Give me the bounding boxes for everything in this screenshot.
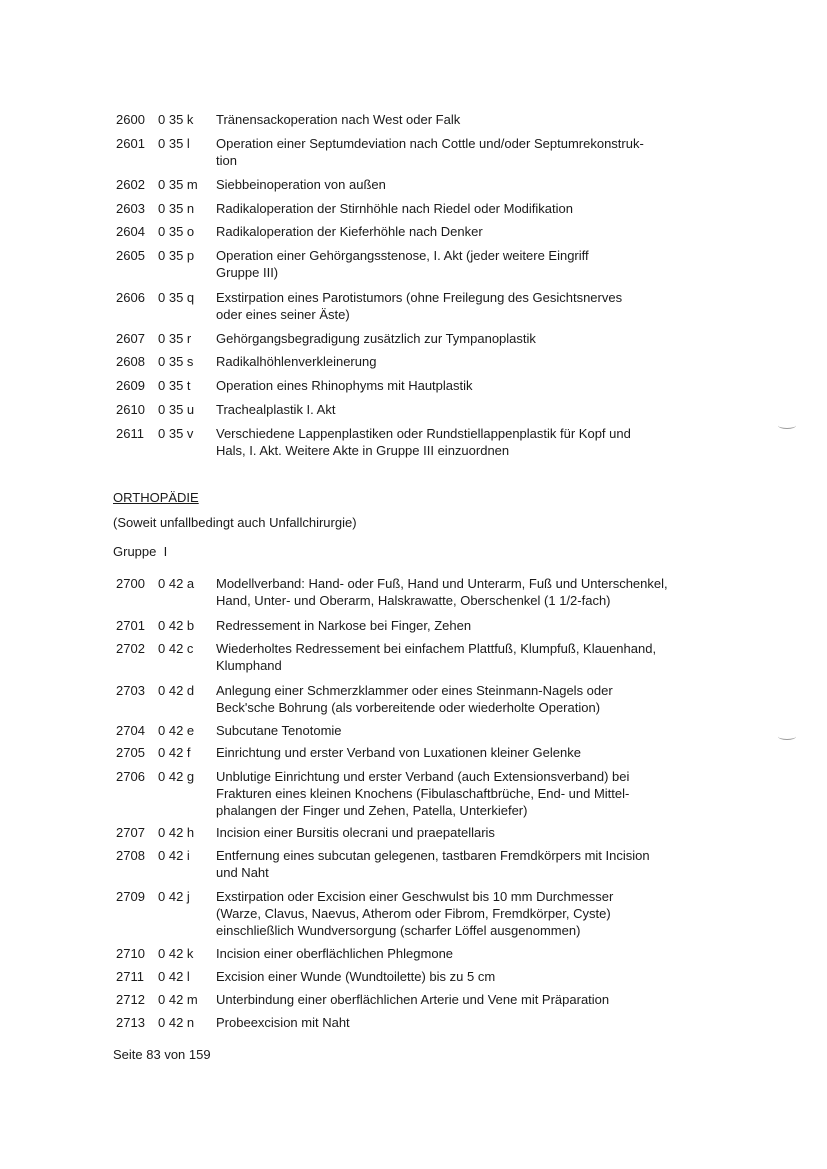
entry-code: 0 35 n: [158, 201, 195, 216]
entry-description: [216, 111, 716, 128]
entry-code: 0 35 m: [158, 177, 198, 192]
entry-description: [216, 176, 716, 193]
scan-mark: [778, 733, 796, 740]
entry-description: [216, 377, 716, 394]
entry-description-line: tion: [216, 153, 237, 168]
entry-description-line: Trachealplastik I. Akt: [216, 402, 336, 417]
entry-code: 0 35 o: [158, 224, 195, 239]
entry-number: 2604: [116, 224, 145, 239]
entry-description-line: Exstirpation oder Excision einer Geschwulst bis 10 mm Durchmesser: [216, 889, 614, 904]
entry-code: 0 42 a: [158, 576, 195, 591]
entry-number: 2610: [116, 402, 145, 417]
entry-description-line: Gehörgangsbegradigung zusätzlich zur Tympanoplastik: [216, 331, 536, 346]
entry-number: 2705: [116, 745, 145, 760]
entry-description-line: Siebbeinoperation von außen: [216, 177, 386, 192]
entry-number: 2605: [116, 248, 145, 263]
entry-number: 2701: [116, 618, 145, 633]
entry-description-line: Radikalhöhlenverkleinerung: [216, 354, 377, 369]
entry-description: [216, 200, 716, 217]
entry-description-line: Frakturen eines kleinen Knochens (Fibulaschaftbrüche, End- und Mittel-: [216, 786, 630, 801]
scan-mark: [778, 422, 796, 429]
entry-code: 0 35 s: [158, 354, 194, 369]
entry-description: [216, 223, 716, 240]
entry-description-line: und Naht: [216, 865, 269, 880]
entry-description-line: Anlegung einer Schmerzklammer oder eines Steinmann-Nagels oder: [216, 683, 613, 698]
entry-description-line: Hand, Unter- und Oberarm, Halskrawatte, Oberschenkel (1 1/2-fach): [216, 593, 611, 608]
entry-description: [216, 640, 716, 674]
entry-number: 2608: [116, 354, 145, 369]
entry-description-line: (Warze, Clavus, Naevus, Atherom oder Fibrom, Fremdkörper, Cyste): [216, 906, 611, 921]
entry-number: 2600: [116, 112, 145, 127]
entry-description-line: Incision einer Bursitis olecrani und praepatellaris: [216, 825, 495, 840]
entry-description-line: Unterbindung einer oberflächlichen Arterie und Vene mit Präparation: [216, 992, 610, 1007]
entry-description: [216, 289, 716, 323]
entry-description-line: Exstirpation eines Parotistumors (ohne Freilegung des Gesichtsnerves: [216, 290, 623, 305]
entry-description-line: Redressement in Narkose bei Finger, Zehen: [216, 618, 472, 633]
entry-description-line: Subcutane Tenotomie: [216, 723, 342, 738]
entry-description-line: phalangen der Finger und Zehen, Patella, Unterkiefer): [216, 803, 528, 818]
entry-code: 0 42 d: [158, 683, 195, 698]
entry-code: 0 42 b: [158, 618, 195, 633]
entry-code: 0 42 e: [158, 723, 195, 738]
entry-code: 0 35 r: [158, 331, 192, 346]
entry-description-line: Klumphand: [216, 658, 282, 673]
entry-description-line: Excision einer Wunde (Wundtoilette) bis zu 5 cm: [216, 969, 496, 984]
entry-code: 0 42 h: [158, 825, 195, 840]
entry-number: 2609: [116, 378, 145, 393]
entry-number: 2700: [116, 576, 145, 591]
entry-description-line: Tränensackoperation nach West oder Falk: [216, 112, 461, 127]
entry-number: 2607: [116, 331, 145, 346]
entry-number: 2603: [116, 201, 145, 216]
entry-description: [216, 968, 716, 985]
entry-number: 2708: [116, 848, 145, 863]
entry-description: [216, 945, 716, 962]
group-label: Gruppe I: [113, 544, 168, 559]
entry-description-line: Gruppe III): [216, 265, 279, 280]
entry-description-line: Verschiedene Lappenplastiken oder Rundstiellappenplastik für Kopf und: [216, 426, 631, 441]
entry-description: [216, 888, 716, 939]
entry-description-line: Entfernung eines subcutan gelegenen, tastbaren Fremdkörpers mit Incision: [216, 848, 650, 863]
entry-code: 0 42 n: [158, 1015, 195, 1030]
entry-number: 2703: [116, 683, 145, 698]
entry-description: [216, 744, 716, 761]
section-subtitle: (Soweit unfallbedingt auch Unfallchirurgie): [113, 515, 357, 530]
entry-number: 2707: [116, 825, 145, 840]
entry-description-line: Beck'sche Bohrung (als vorbereitende oder wiederholte Operation): [216, 700, 601, 715]
entry-code: 0 35 t: [158, 378, 191, 393]
entry-description: [216, 353, 716, 370]
entry-description-line: Wiederholtes Redressement bei einfachem Plattfuß, Klumpfuß, Klauenhand,: [216, 641, 657, 656]
entry-description: [216, 575, 716, 609]
entry-description-line: Hals, I. Akt. Weitere Akte in Gruppe III einzuordnen: [216, 443, 510, 458]
entry-code: 0 42 l: [158, 969, 190, 984]
entry-code: 0 35 k: [158, 112, 194, 127]
entry-code: 0 35 u: [158, 402, 195, 417]
page-footer: Seite 83 von 159: [113, 1047, 211, 1062]
entry-number: 2709: [116, 889, 145, 904]
entry-number: 2606: [116, 290, 145, 305]
entry-description: [216, 617, 716, 634]
entry-description-line: oder eines seiner Äste): [216, 307, 350, 322]
entry-code: 0 35 l: [158, 136, 190, 151]
entry-number: 2712: [116, 992, 145, 1007]
entry-code: 0 42 m: [158, 992, 198, 1007]
entry-code: 0 35 q: [158, 290, 195, 305]
entry-code: 0 42 f: [158, 745, 191, 760]
entry-code: 0 35 v: [158, 426, 194, 441]
entry-description-line: Radikaloperation der Stirnhöhle nach Riedel oder Modifikation: [216, 201, 573, 216]
entry-description: [216, 991, 716, 1008]
section-title: ORTHOPÄDIE: [113, 490, 199, 505]
entry-description-line: Operation eines Rhinophyms mit Hautplastik: [216, 378, 473, 393]
entry-number: 2706: [116, 769, 145, 784]
entry-description-line: Unblutige Einrichtung und erster Verband (auch Extensionsverband) bei: [216, 769, 630, 784]
entry-description: [216, 401, 716, 418]
entry-description-line: Probeexcision mit Naht: [216, 1015, 350, 1030]
entry-code: 0 42 k: [158, 946, 194, 961]
entry-description: [216, 682, 716, 716]
entry-description: [216, 1014, 716, 1031]
entry-description: [216, 135, 716, 169]
entry-number: 2704: [116, 723, 145, 738]
entry-description: [216, 768, 716, 819]
entry-code: 0 42 c: [158, 641, 194, 656]
entry-description: [216, 722, 716, 739]
entry-number: 2702: [116, 641, 145, 656]
entry-number: 2713: [116, 1015, 145, 1030]
entry-description: [216, 330, 716, 347]
entry-description-line: Radikaloperation der Kieferhöhle nach Denker: [216, 224, 483, 239]
entry-description-line: Incision einer oberflächlichen Phlegmone: [216, 946, 454, 961]
entry-description: [216, 247, 716, 281]
entry-number: 2611: [116, 426, 144, 441]
entry-description-line: Operation einer Septumdeviation nach Cottle und/oder Septumrekonstruk-: [216, 136, 644, 151]
entry-number: 2710: [116, 946, 145, 961]
entry-code: 0 42 g: [158, 769, 195, 784]
entry-description-line: einschließlich Wundversorgung (scharfer Löffel ausgenommen): [216, 923, 581, 938]
entry-number: 2711: [116, 969, 144, 984]
entry-description: [216, 425, 716, 459]
entry-code: 0 35 p: [158, 248, 195, 263]
entry-code: 0 42 j: [158, 889, 190, 904]
entry-number: 2602: [116, 177, 145, 192]
entry-number: 2601: [116, 136, 145, 151]
entry-description: [216, 824, 716, 841]
entry-description-line: Einrichtung und erster Verband von Luxationen kleiner Gelenke: [216, 745, 581, 760]
entry-description-line: Operation einer Gehörgangsstenose, I. Akt (jeder weitere Eingriff: [216, 248, 589, 263]
entry-code: 0 42 i: [158, 848, 190, 863]
entry-description-line: Modellverband: Hand- oder Fuß, Hand und Unterarm, Fuß und Unterschenkel,: [216, 576, 668, 591]
entry-description: [216, 847, 716, 881]
